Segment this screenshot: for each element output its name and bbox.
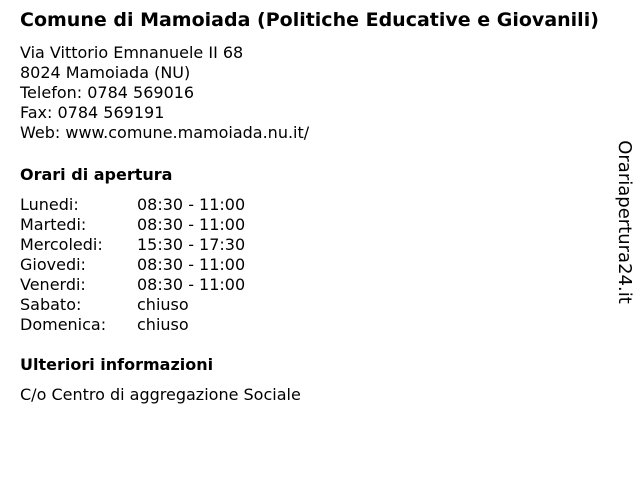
address-block (20, 43, 610, 143)
hours-day: Martedi: (20, 215, 87, 234)
address-city: 8024 Mamoiada (NU) (20, 63, 191, 82)
hours-day: Venerdi: (20, 275, 86, 294)
hours-day: Sabato: (20, 295, 82, 314)
hours-table (20, 195, 610, 335)
page-title: Comune di Mamoiada (Politiche Educative e Giovanili) (20, 9, 599, 31)
hours-row-venerdi (20, 275, 610, 295)
hours-row-mercoledi (20, 235, 610, 255)
watermark: Orariapertura24.it (614, 140, 635, 304)
info-heading: Ulteriori informazioni (20, 355, 214, 374)
hours-row-lunedi (20, 195, 610, 215)
hours-time: chiuso (137, 315, 189, 334)
address-street: Via Vittorio Emnanuele II 68 (20, 43, 244, 62)
hours-row-sabato (20, 295, 610, 315)
hours-row-giovedi (20, 255, 610, 275)
hours-time: 08:30 - 11:00 (137, 195, 246, 214)
business-card (20, 10, 610, 405)
hours-time: 08:30 - 11:00 (137, 215, 246, 234)
hours-day: Mercoledi: (20, 235, 103, 254)
hours-row-martedi (20, 215, 610, 235)
hours-time: 08:30 - 11:00 (137, 255, 246, 274)
hours-day: Giovedi: (20, 255, 86, 274)
hours-row-domenica (20, 315, 610, 335)
hours-time: 15:30 - 17:30 (137, 235, 246, 254)
address-web: Web: www.comune.mamoiada.nu.it/ (20, 123, 310, 142)
hours-heading: Orari di apertura (20, 165, 173, 184)
hours-day: Lunedi: (20, 195, 79, 214)
hours-day: Domenica: (20, 315, 107, 334)
hours-time: 08:30 - 11:00 (137, 275, 246, 294)
hours-time: chiuso (137, 295, 189, 314)
info-text: C/o Centro di aggregazione Sociale (20, 385, 301, 404)
address-phone: Telefon: 0784 569016 (20, 83, 195, 102)
address-fax: Fax: 0784 569191 (20, 103, 165, 122)
